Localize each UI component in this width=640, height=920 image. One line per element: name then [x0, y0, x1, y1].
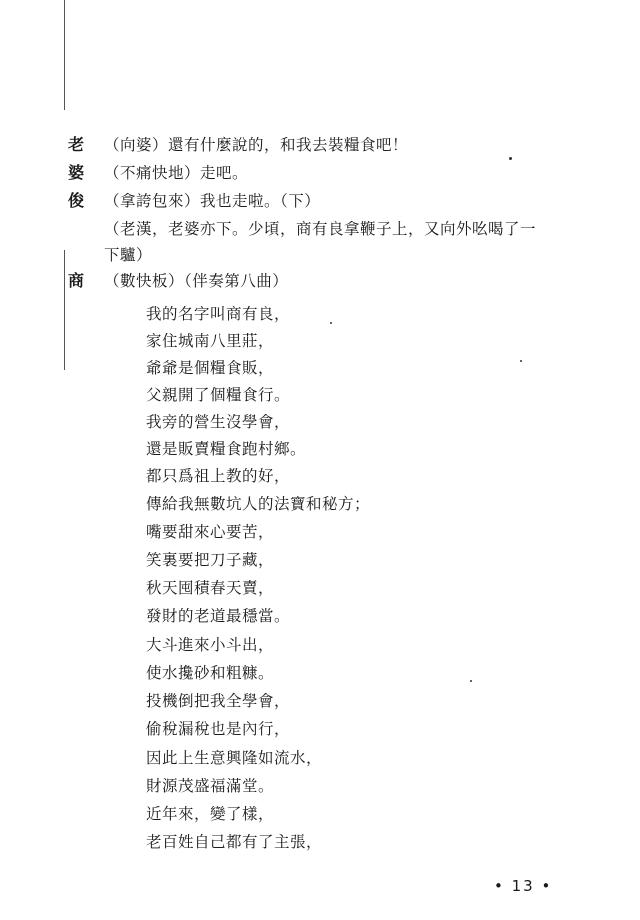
verse-line: 嘴要甜來心要苦，	[146, 523, 275, 541]
verse-line: 笑裏要把刀子藏，	[146, 551, 275, 569]
verse-line: 父親開了個糧食行。	[146, 386, 291, 404]
verse-line: 都只爲祖上教的好，	[146, 467, 291, 485]
speaker-shang: 商	[68, 271, 85, 290]
verse-line: 秋天囤積春天賣，	[146, 579, 275, 597]
verse-line: 因此上生意興隆如流水，	[146, 749, 323, 767]
dialog-line: （向婆）還有什麼說的，和我去裝糧食吧！	[104, 136, 409, 154]
dialog-line: （拿誇包來）我也走啦。（下）	[104, 192, 321, 210]
stage-direction: 下驢）	[104, 246, 153, 264]
verse-line: 投機倒把我全學會，	[146, 692, 291, 710]
verse-line: 傳給我無數坑人的法寶和秘方；	[146, 495, 371, 513]
verse-line: 還是販賣糧食跑村鄉。	[146, 440, 307, 458]
speaker-lao: 老	[68, 135, 85, 154]
verse-line: 發財的老道最穩當。	[146, 607, 291, 625]
dialog-line: （數快板）（伴奏第八曲）	[104, 272, 289, 290]
verse-line: 大斗進來小斗出，	[146, 636, 275, 654]
verse-line: 老百姓自己都有了主張，	[146, 833, 323, 851]
scan-speck	[330, 322, 332, 324]
margin-rule	[64, 0, 65, 110]
verse-line: 近年來，變了樣，	[146, 805, 275, 823]
scan-speck	[509, 157, 512, 160]
verse-line: 財源茂盛福滿堂。	[146, 777, 275, 795]
speaker-jun: 俊	[68, 191, 85, 210]
scan-speck	[470, 680, 472, 682]
verse-line: 偷稅漏稅也是內行，	[146, 720, 291, 738]
verse-line: 使水攙砂和粗糠。	[146, 664, 275, 682]
stage-direction: （老漢，老婆亦下。少頃，商有良拿鞭子上，又向外吆喝了一	[104, 220, 537, 238]
verse-line: 我的名字叫商有良，	[146, 305, 291, 323]
scan-speck	[520, 360, 522, 362]
verse-line: 我旁的營生沒學會，	[146, 413, 291, 431]
page-number: • 13 •	[494, 877, 553, 895]
verse-line: 家住城南八里莊，	[146, 332, 275, 350]
margin-rule	[64, 250, 65, 370]
verse-line: 爺爺是個糧食販，	[146, 359, 275, 377]
speaker-po: 婆	[68, 163, 85, 182]
dialog-line: （不痛快地）走吧。	[104, 164, 249, 182]
